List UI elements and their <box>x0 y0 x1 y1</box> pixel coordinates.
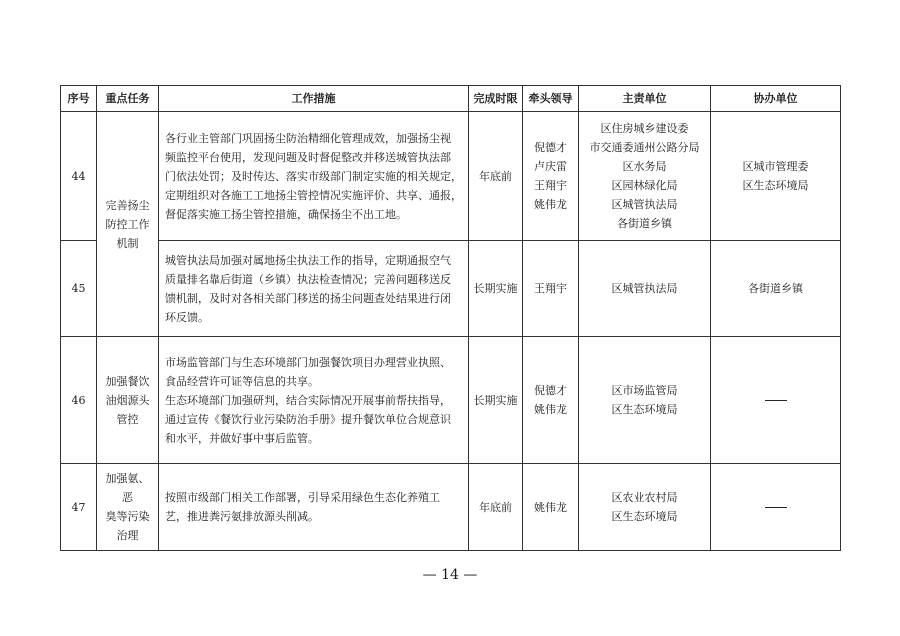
responsible-cell <box>579 241 711 337</box>
deadline-cell: 长期实施 <box>469 337 523 464</box>
empty-dash <box>765 400 787 401</box>
task-line: 油烟源头 <box>105 393 150 407</box>
page-number: — 14 — <box>422 567 478 583</box>
leader-name: 王翔宇 <box>534 179 567 192</box>
header-task: 重点任务 <box>97 86 159 112</box>
measure-cell <box>159 337 469 464</box>
header-deadline: 完成时限 <box>469 86 523 112</box>
assisting-unit: 区生态环境局 <box>742 179 809 192</box>
responsible-unit: 区农业农村局 <box>611 491 678 504</box>
leader-name: 姚伟龙 <box>534 198 567 211</box>
task-line: 加强餐饮 <box>105 374 150 388</box>
measure-cell <box>159 241 469 337</box>
table-row <box>61 241 841 337</box>
header-leader: 牵头领导 <box>523 86 579 112</box>
leader-cell <box>523 464 579 551</box>
measure-cell <box>159 112 469 241</box>
responsible-unit: 区园林绿化局 <box>611 179 678 192</box>
task-line: 完善扬尘 <box>105 198 150 212</box>
measure-line: 频监控平台使用，发现问题及时督促整改并移送城管执法部 <box>165 150 451 164</box>
responsible-unit: 区城管执法局 <box>611 198 678 211</box>
responsible-unit: 市交通委通州公路分局 <box>589 141 700 154</box>
measure-line: 馈机制，及时对各相关部门移送的扬尘问题查处结果进行闭 <box>165 291 451 305</box>
row-number: 44 <box>61 112 97 241</box>
measure-line: 市场监管部门与生态环境部门加强餐饮项目办理营业执照、 <box>165 355 451 369</box>
table-row <box>61 337 841 464</box>
header-measures: 工作措施 <box>159 86 469 112</box>
responsible-unit: 各街道乡镇 <box>617 217 672 230</box>
leader-name: 卢庆雷 <box>534 160 567 173</box>
measure-line: 食品经营许可证等信息的共享。 <box>165 374 319 388</box>
responsible-unit: 区生态环境局 <box>611 403 678 416</box>
task-line: 治理 <box>116 529 139 542</box>
task-cell <box>97 464 159 551</box>
leader-name: 王翔宇 <box>534 282 567 295</box>
task-line: 加强氨、恶 <box>105 472 150 504</box>
measure-line: 按照市级部门相关工作部署，引导采用绿色生态化养殖工 <box>165 491 440 504</box>
responsible-unit: 区水务局 <box>622 160 667 173</box>
assisting-cell <box>711 241 841 337</box>
responsible-unit: 区市场监管局 <box>611 384 678 397</box>
measure-line: 艺，推进粪污氨排放源头削减。 <box>165 510 319 523</box>
measure-line: 定期组织对各施工工地扬尘管控情况实施评价、共享、通报， <box>165 188 462 202</box>
responsible-unit: 区住房城乡建设委 <box>600 122 689 135</box>
assisting-unit: 区城市管理委 <box>742 160 809 173</box>
leader-name: 倪德才 <box>534 141 567 154</box>
measure-line: 通过宣传《餐饮行业污染防治手册》提升餐饮单位合规意识 <box>165 412 451 426</box>
measure-line: 环反馈。 <box>165 310 209 324</box>
measure-line: 和水平，并做好事中事后监管。 <box>165 431 319 445</box>
task-line: 管控 <box>116 412 139 426</box>
assisting-cell <box>711 337 841 464</box>
table-row <box>61 112 841 241</box>
task-cell <box>97 112 159 337</box>
task-line: 臭等污染 <box>105 510 150 523</box>
header-responsible: 主责单位 <box>579 86 711 112</box>
row-number: 46 <box>61 337 97 464</box>
deadline-cell: 年底前 <box>469 112 523 241</box>
leader-name: 倪德才 <box>534 384 567 397</box>
measure-line: 生态环境部门加强研判，结合实际情况开展事前帮扶指导， <box>165 393 451 407</box>
header-assisting: 协办单位 <box>711 86 841 112</box>
table-row <box>61 464 841 551</box>
responsible-cell <box>579 337 711 464</box>
assisting-cell <box>711 464 841 551</box>
leader-cell <box>523 112 579 241</box>
measure-line: 督促落实施工扬尘管控措施，确保扬尘不出工地。 <box>165 207 407 221</box>
header-no: 序号 <box>61 86 97 112</box>
assisting-cell <box>711 112 841 241</box>
task-cell <box>97 337 159 464</box>
header-row <box>61 86 841 112</box>
leader-name: 姚伟龙 <box>534 500 567 514</box>
measure-line: 城管执法局加强对属地扬尘执法工作的指导，定期通报空气 <box>165 253 451 267</box>
assisting-unit: 各街道乡镇 <box>748 282 803 295</box>
deadline-cell: 年底前 <box>469 464 523 551</box>
responsible-cell <box>579 112 711 241</box>
measure-line: 门依法处罚；及时传达、落实市级部门制定实施的相关规定， <box>165 169 462 183</box>
row-number: 47 <box>61 464 97 551</box>
measure-cell <box>159 464 469 551</box>
leader-cell <box>523 241 579 337</box>
deadline-cell: 长期实施 <box>469 241 523 337</box>
responsible-cell <box>579 464 711 551</box>
measure-line: 质量排名靠后街道（乡镇）执法检查情况；完善问题移送反 <box>165 272 451 286</box>
measure-line: 各行业主管部门巩固扬尘防治精细化管理成效，加强扬尘视 <box>165 131 451 145</box>
task-line: 机制 <box>116 236 139 250</box>
row-number: 45 <box>61 241 97 337</box>
task-line: 防控工作 <box>105 217 150 231</box>
task-table <box>60 85 841 551</box>
leader-cell <box>523 337 579 464</box>
responsible-unit: 区城管执法局 <box>611 282 678 295</box>
empty-dash <box>765 507 787 508</box>
leader-name: 姚伟龙 <box>534 403 567 416</box>
responsible-unit: 区生态环境局 <box>611 510 678 523</box>
